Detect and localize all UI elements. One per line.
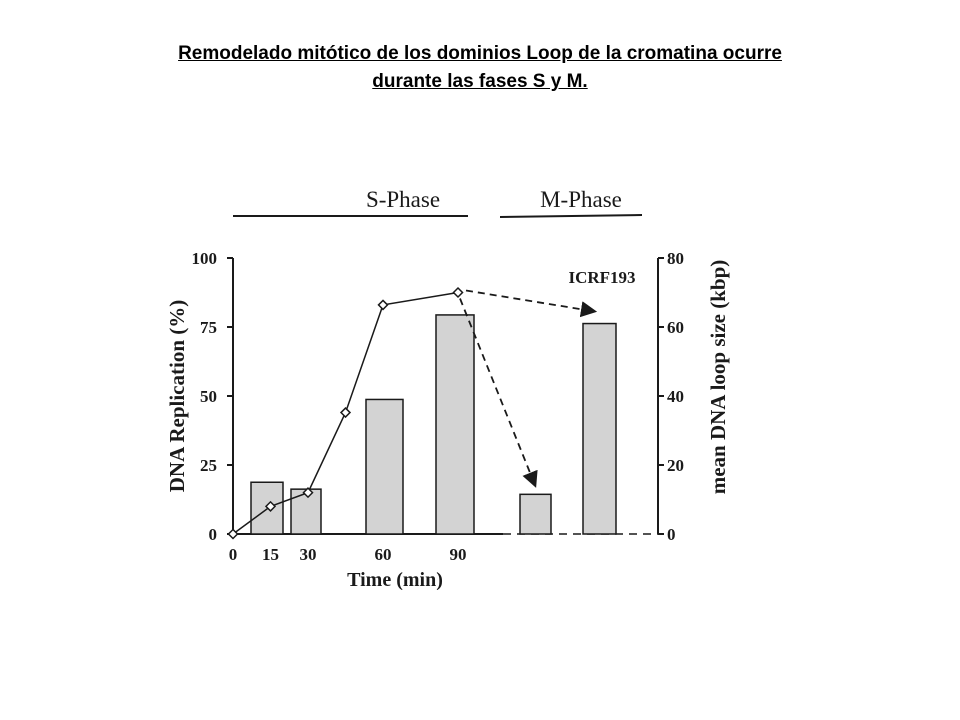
x-tick-label: 60	[374, 545, 392, 564]
x-tick-label: 0	[228, 545, 238, 564]
loop-size-bar	[583, 324, 616, 534]
y-right-tick-label: 60	[667, 318, 684, 337]
x-tick-label: 15	[262, 545, 279, 564]
phase-label-s: S-Phase	[365, 187, 441, 212]
y-right-tick-label: 80	[667, 249, 684, 268]
y-left-axis-title: DNA Replication (%)	[165, 299, 189, 493]
loop-size-bar	[366, 399, 403, 534]
y-right-tick-label: 40	[667, 387, 684, 406]
annotation-icrf193: ICRF193	[568, 268, 636, 287]
y-right-axis-title: mean DNA loop size (kbp)	[706, 259, 730, 495]
x-tick-label: 30	[299, 545, 317, 564]
y-left-tick-label: 50	[200, 387, 217, 406]
y-right-tick-label: 0	[667, 525, 676, 544]
y-left-tick-label: 75	[200, 318, 217, 337]
phase-label-m: M-Phase	[540, 187, 622, 212]
slide-title	[80, 40, 880, 96]
loop-size-bar	[520, 494, 551, 534]
y-right-tick-label: 20	[667, 456, 684, 475]
chart-svg	[158, 165, 730, 590]
loop-size-bar	[436, 315, 474, 534]
y-left-tick-label: 25	[200, 456, 217, 475]
x-tick-label: 90	[449, 545, 467, 564]
y-left-tick-label: 100	[191, 249, 217, 268]
slide-title-line-2: durante las fases S y M.	[372, 71, 588, 92]
slide-title-line-1: Remodelado mitótico de los dominios Loop de la cromatina ocurre	[178, 43, 782, 64]
y-left-tick-label: 0	[208, 525, 217, 544]
chart-figure	[158, 165, 730, 595]
x-axis-title: Time (min)	[347, 569, 443, 590]
